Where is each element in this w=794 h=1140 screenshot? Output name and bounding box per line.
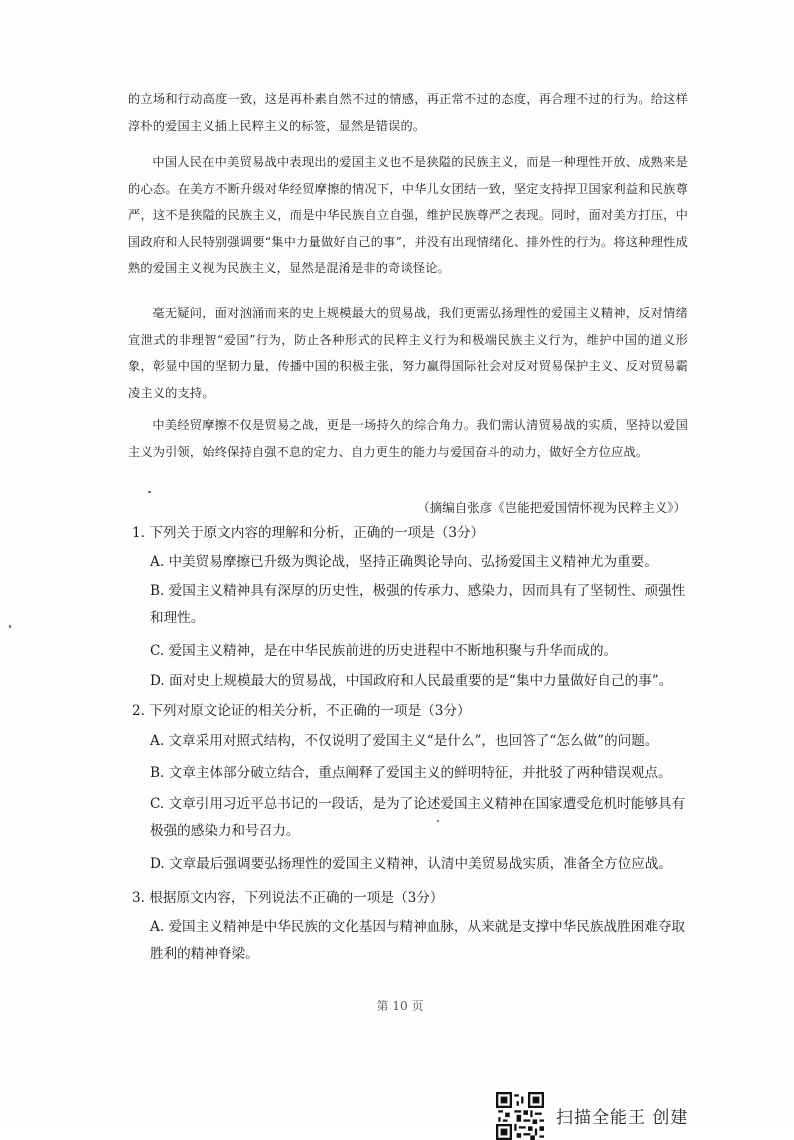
- passage-paragraph-4: 中美经贸摩擦不仅是贸易之战，更是一场持久的综合角力。我们需认清贸易战的实质，坚持以爱国主义为引领，始终保持自强不息的定力、自力更生的能力与爱国奋斗的动力，做好全方位应战。: [128, 418, 688, 459]
- question-2-option-a: A. 文章采用对照式结构，不仅说明了爱国主义“是什么”，也回答了“怎么做”的问题。: [150, 733, 659, 749]
- passage-paragraph-1: 的立场和行动高度一致，这是再朴素自然不过的情感，再正常不过的态度，再合理不过的行为。给这样淳朴的爱国主义插上民粹主义的标签，显然是错误的。: [128, 92, 688, 133]
- question-1-stem: 1. 下列关于原文内容的理解和分析，正确的一项是（3分）: [132, 525, 485, 541]
- passage-paragraph-2: 中国人民在中美贸易战中表现出的爱国主义也不是狭隘的民族主义，而是一种理性开放、成熟来是的心态。在美方不断升级对华经贸摩擦的情况下，中华儿女团结一致，坚定支持捍卫国家利益和民族尊严，这不是狭隘的民族主义，而是中华民族自立自强，维护民族尊严之表现。同时，面对美方打压，中国政府和人民特别强调要“集中力量做好自己的事”，并没有出现情绪化、排外性的行为。将这种理性成熟的爱国主义视为民族主义，显然是混淆是非的奇谈怪论。: [128, 155, 688, 276]
- question-1-option-c: C. 爱国主义精神，是在中华民族前进的历史进程中不断地积聚与升华而成的。: [150, 643, 618, 659]
- question-3-option-a: A. 爱国主义精神是中华民族的文化基因与精神血脉，从来就是支撑中华民族战胜困难夺取胜利的精神脊梁。: [150, 919, 686, 962]
- question-2-option-d: D. 文章最后强调要弘扬理性的爱国主义精神，认清中美贸易战实质，准备全方位应战。: [150, 856, 673, 872]
- scan-speck: [437, 820, 439, 822]
- scan-speck: [148, 491, 151, 493]
- passage-source: （摘编自张彦《岂能把爱国情怀视为民粹主义》）: [417, 500, 686, 515]
- scanner-watermark-label: 扫描全能王 创建: [556, 1108, 689, 1128]
- question-1-option-a: A. 中美贸易摩擦已升级为舆论战，坚持正确舆论导向、弘扬爱国主义精神尤为重要。: [150, 554, 658, 570]
- qr-code-icon: [496, 1092, 544, 1140]
- question-1-option-d: D. 面对史上规模最大的贸易战，中国政府和人民最重要的是“集中力量做好自己的事”。: [150, 673, 673, 689]
- question-3-stem: 3. 根据原文内容，下列说法不正确的一项是（3分）: [132, 890, 444, 906]
- page-number: 第 10 页: [376, 999, 424, 1013]
- question-2-stem: 2. 下列对原文论证的相关分析，不正确的一项是（3分）: [132, 703, 471, 719]
- passage-paragraph-3: 毫无疑问，面对汹涌而来的史上规模最大的贸易战，我们更需弘扬理性的爱国主义精神，反对情绪宣泄式的非理智“爱国”行为，防止各种形式的民粹主义行为和极端民族主义行为，维护中国的道义形象，彰显中国的坚韧力量，传播中国的积极主张，努力赢得国际社会对反对贸易保护主义、反对贸易霸凌主义的支持。: [128, 306, 688, 400]
- question-2-option-b: B. 文章主体部分破立结合，重点阐释了爱国主义的鲜明特征，并批驳了两种错误观点。: [150, 765, 672, 781]
- scan-speck: [9, 625, 11, 628]
- question-2-option-c: C. 文章引用习近平总书记的一段话，是为了论述爱国主义精神在国家遭受危机时能够具有极强的感染力和号召力。: [150, 796, 686, 839]
- question-1-option-b: B. 爱国主义精神具有深厚的历史性，极强的传承力、感染力，因而具有了坚韧性、顽强性和理性。: [150, 583, 686, 626]
